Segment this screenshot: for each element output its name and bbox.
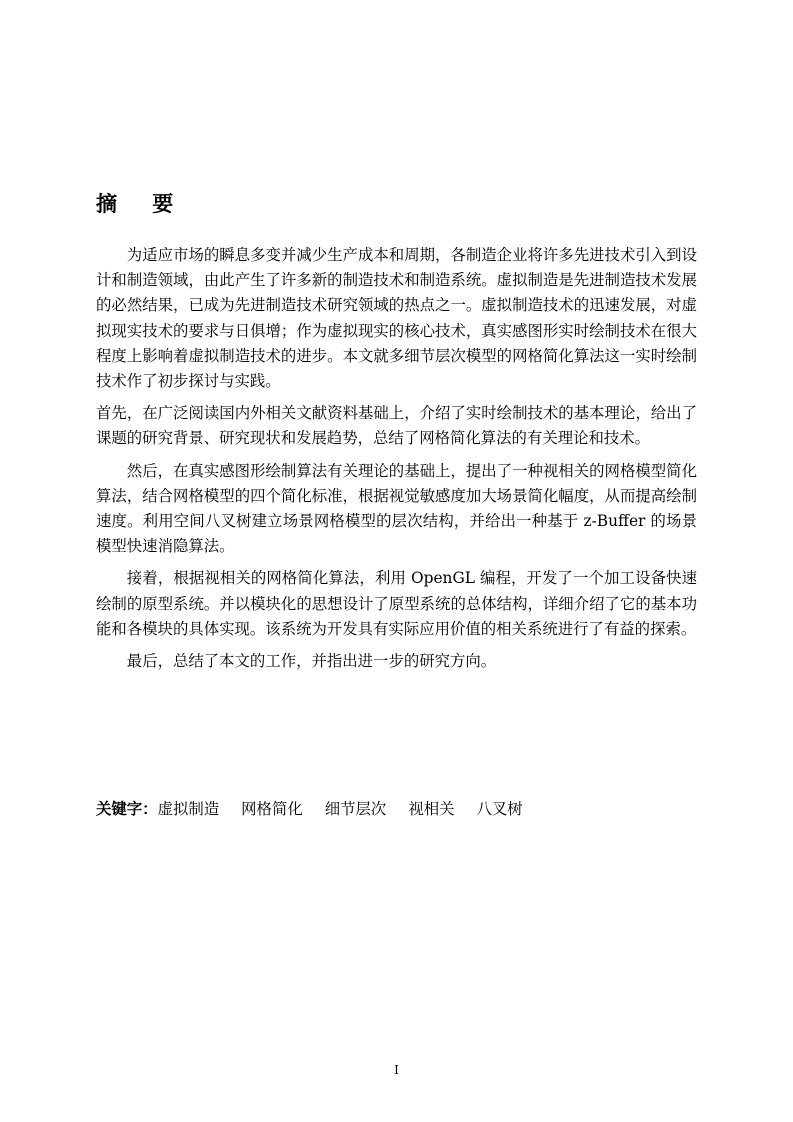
abstract-paragraph-1: 为适应市场的瞬息多变并减少生产成本和周期，各制造企业将许多先进技术引入到设计和制造领域，由此产生了许多新的制造技术和制造系统。虚拟制造是先进制造技术发展的必然结果，已成为先进制造技术研究领域的热点之一。虚拟制造技术的迅速发展，对虚拟现实技术的要求与日俱增；作为虚拟现实的核心技术，真实感图形实时绘制技术在很大程度上影响着虚拟制造技术的进步。本文就多细节层次模型的网格简化算法这一实时绘制技术作了初步探讨与实践。 — [96, 246, 697, 391]
abstract-body — [96, 243, 697, 681]
abstract-paragraph-5: 最后，总结了本文的工作，并指出进一步的研究方向。 — [126, 652, 497, 671]
abstract-paragraph-3: 然后，在真实感图形绘制算法有关理论的基础上，提出了一种视相关的网格模型简化算法，结合网格模型的四个简化标准，根据视觉敏感度加大场景简化幅度，从而提高绘制速度。利用空间八叉树建立场景网格模型的层次结构，并给出一种基于 z-Buffer 的场景模型快速消隐算法。 — [96, 461, 697, 556]
keyword-item: 视相关 — [408, 800, 455, 818]
keywords-label: 关键字： — [96, 800, 158, 818]
keyword-item: 八叉树 — [476, 800, 523, 818]
abstract-heading: 摘 要 — [96, 192, 188, 216]
abstract-paragraph-4: 接着，根据视相关的网格简化算法，利用 OpenGL 编程，开发了一个加工设备快速绘制的原型系统。并以模块化的思想设计了原型系统的总体结构，详细介绍了它的基本功能和各模块的具体实现。该系统为开发具有实际应用价值的相关系统进行了有益的探索。 — [96, 569, 697, 638]
abstract-paragraph-2: 首先，在广泛阅读国内外相关文献资料基础上，介绍了实时绘制技术的基本理论，给出了课题的研究背景、研究现状和发展趋势，总结了网格简化算法的有关理论和技术。 — [96, 404, 697, 448]
keywords-line — [96, 797, 545, 821]
keyword-item: 细节层次 — [324, 800, 387, 818]
keyword-item: 虚拟制造 — [157, 800, 220, 818]
page-number: I — [394, 1063, 399, 1077]
keyword-item: 网格简化 — [241, 800, 303, 818]
